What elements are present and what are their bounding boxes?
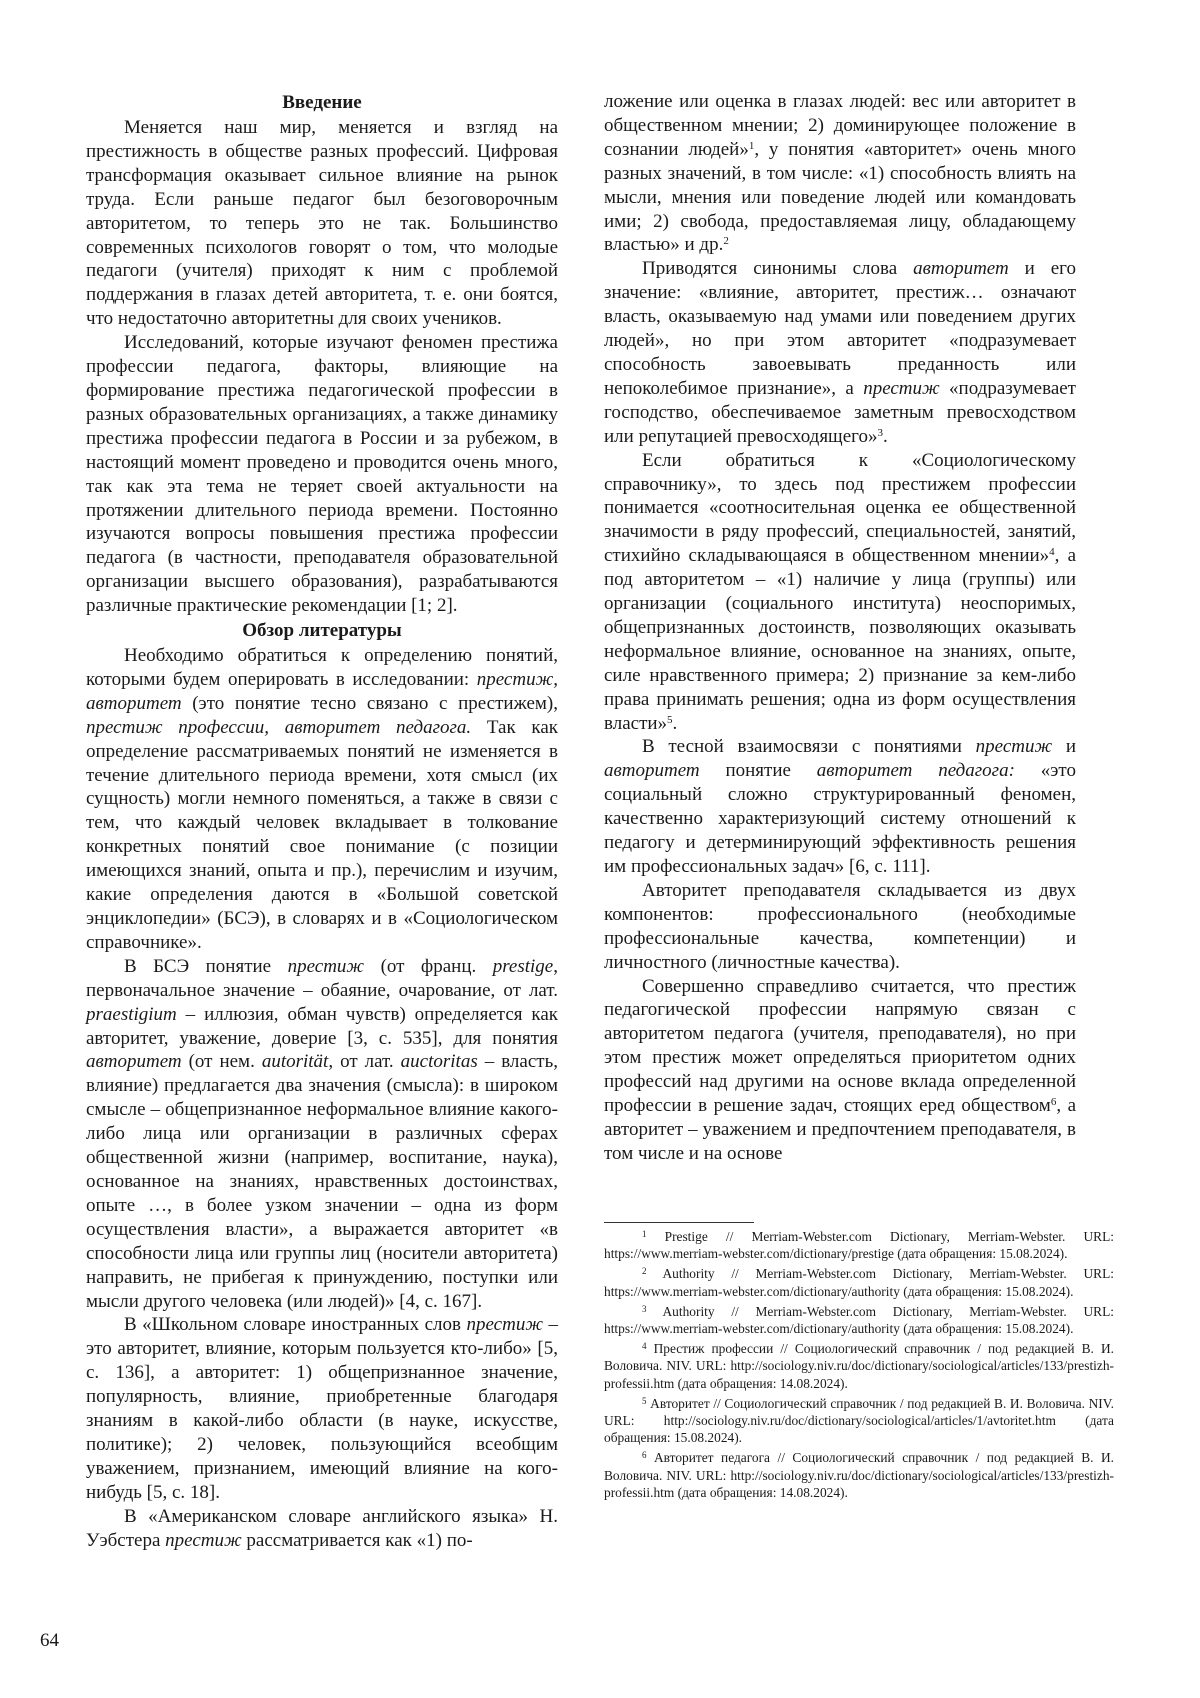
- paragraph: Приводятся синонимы слова авторитет и его значение: «влияние, авторитет, престиж… означают власть, оказываемую над умами или поведением других людей», но при этом авторитет «подразумевает способность завоевывать преданность или непоколебимое признание», а престиж «подразумевает господство, обеспечиваемое заметным превосходством или репутацией превосходящего»$^3$.: [604, 258, 1076, 447]
- footnote: $^4$ Престиж профессии // Социологический справочник / под редакцией В. И. Воловича. NIV. URL: http://sociology.niv.ru/doc/dictionary/sociological/articles/133/prestizh-professii.htm (дата обращения: 14.08.2024).: [604, 1341, 1114, 1391]
- paragraph: Если обратиться к «Социологическому справочнику», то здесь под престижем профессии понимается «соотносительная оценка ее общественной значимости в ряду профессий, специальностей, занятий, стихийно складывающаяся в общественном мнении»$^4$, а под авторитетом – «1) наличие у лица (группы) или организации (социального института) неоспоримых, общепризнанных достоинств, позволяющих оказывать неформальное влияние, основанное на знаниях, опыте, силе нравственного примера; 2) признание за кем-либо права принимать решения; одна из форм осуществления власти»$^5$.: [604, 449, 1077, 734]
- footnote: $^6$ Авторитет педагога // Социологический справочник / под редакцией В. И. Воловича. NIV. URL: http://sociology.niv.ru/doc/dictionary/sociological/articles/133/prestizh-professii.htm (дата обращения: 14.08.2024).: [604, 1450, 1115, 1500]
- heading-introduction: Введение: [282, 92, 362, 113]
- footnote: $^1$ Prestige // Merriam-Webster.com Dictionary, Merriam-Webster. URL: https://www.merriam-webster.com/dictionary/prestige (дата обращения: 15.08.2024).: [604, 1229, 1114, 1262]
- footnote-ref[interactable]: 4: [1049, 546, 1055, 559]
- page-number: 64: [40, 1630, 59, 1651]
- paragraph: В «Американском словаре английского языка» Н. Уэбстера престиж рассматривается как «1) по-: [86, 1505, 558, 1551]
- left-column: [86, 90, 558, 1552]
- footnote-ref[interactable]: 1: [748, 139, 755, 152]
- paragraph: Авторитет преподавателя складывается из двух компонентов: профессионального (необходимые профессиональные качества, компетенции) и личностного (личностные качества).: [604, 879, 1076, 973]
- footnote-divider: [604, 1222, 754, 1223]
- footnote-ref[interactable]: 3: [877, 426, 883, 439]
- heading-literature-review: Обзор литературы: [242, 620, 402, 642]
- footnote-ref[interactable]: 6: [1050, 1096, 1057, 1109]
- paragraph: Необходимо обратиться к определению понятий, которыми будем оперировать в исследовании: престиж, авторитет (это понятие тесно связано с престижем), престиж профессии, авторитет педагога. Так как определение рассматриваемых понятий не изменяется в течение длительного периода времени, хотя смысл (их сущность) могли немного поменяться, а также в связи с тем, что каждый человек вкладывает в толкование конкретных понятий свое понимание (с позиции имеющихся знаний, опыта и пр.), перечислим и изучим, какие определения даются в «Большой советской энциклопедии» (БСЭ), в словарях и в «Социологическом справочнике».: [86, 645, 558, 953]
- footnote: $^3$ Authority // Merriam-Webster.com Dictionary, Merriam-Webster. URL: https://www.merriam-webster.com/dictionary/authority (дата обращения: 15.08.2024).: [604, 1303, 1114, 1337]
- paragraph: В тесной взаимосвязи с понятиями престиж и авторитет понятие авторитет педагога: «это социальный сложно структурированный феномен, качественно характеризующий систему отношений к педагогу и детерминирующий эффективность решения им профессиональных задач» [6, с. 111].: [604, 736, 1077, 877]
- footnotes: [604, 1228, 1114, 1504]
- footnote: $^5$ Авторитет // Социологический справочник / под редакцией В. И. Воловича. NIV. URL: http://sociology.niv.ru/doc/dictionary/sociological/articles/1/avtoritet.htm (дата обращения: 15.08.2024).: [604, 1395, 1114, 1446]
- paragraph: Исследований, которые изучают феномен престижа профессии педагога, факторы, влияющие на формирование престижа педагогической профессии в разных образовательных организациях, а также динамику престижа профессии педагога в России и за рубежом, в настоящий момент проведено и проводится очень много, так как эта тема не теряет своей актуальности на протяжении длительного периода времени. Постоянно изучаются вопросы повышения престижа профессии педагога (в частности, преподавателя образовательной организации высшего образования), разрабатываются различные практические рекомендации [1; 2].: [86, 332, 558, 617]
- right-column: [604, 90, 1076, 1166]
- footnote-ref[interactable]: 2: [723, 235, 729, 248]
- paragraph: В «Школьном словаре иностранных слов престиж – это авторитет, влияние, которым пользуется кто-либо» [5, с. 136], а авторитет: 1) общепризнанное значение, популярность, влияние, приобретенные благодаря знаниям в какой-либо области (в науке, искусстве, политике); 2) человек, пользующийся всеобщим уважением, признанием, имеющий влияние на кого-нибудь [5, с. 18].: [86, 1314, 559, 1503]
- footnote-ref[interactable]: 5: [667, 713, 673, 726]
- paragraph: Совершенно справедливо считается, что престиж педагогической профессии напрямую связан с авторитетом педагога (учителя, преподавателя), но при этом престиж может определяться приоритетом одних профессий над другими на основе вклада определенной профессии в решение задач, стоящих еред обществом$^6$, а авторитет – уважением и предпочтением преподавателя, в том числе и на основе: [604, 975, 1076, 1164]
- footnote: $^2$ Authority // Merriam-Webster.com Dictionary, Merriam-Webster. URL: https://www.merriam-webster.com/dictionary/authority (дата обращения: 15.08.2024).: [604, 1266, 1114, 1299]
- paragraph: ложение или оценка в глазах людей: вес или авторитет в общественном мнении; 2) доминирующее положение в сознании людей»$^1$, у понятия «авторитет» очень много разных значений, в том числе: «1) способность влиять на мысли, мнения или поведение людей или командовать ими; 2) свобода, предоставляемая лицу, обладающему властью» и др.$^2$: [604, 91, 1076, 256]
- paragraph: Меняется наш мир, меняется и взгляд на престижность в обществе разных профессий. Цифровая трансформация оказывает сильное влияние на рынок труда. Если раньше педагог был безоговорочным авторитетом, то теперь это не так. Большинство современных психологов говорят о том, что молодые педагоги (учителя) приходят к ним с проблемой поддержания в глазах детей авторитета, т. е. они боятся, что недостаточно авторитетны для своих учеников.: [86, 117, 558, 330]
- paragraph: В БСЭ понятие престиж (от франц. prestige, первоначальное значение – обаяние, очарование, от лат. praestigium – иллюзия, обман чувств) определяется как авторитет, уважение, доверие [3, с. 535], для понятия авторитет (от нем. autorität, от лат. auctoritas – власть, влияние) предлагается два значения (смысла): в широком смысле – общепризнанное неформальное влияние какого-либо лица или организации в различных сферах общественной жизни (например, воспитание, наука), основанное на знаниях, нравственных достоинствах, опыте …, в более узком значении – одна из форм осуществления власти», а выражается авторитет «в способности лица или группы лиц (носители авторитета) направить, не прибегая к принуждению, поступки или мысли другого человека (или людей)» [4, с. 167].: [86, 955, 558, 1312]
